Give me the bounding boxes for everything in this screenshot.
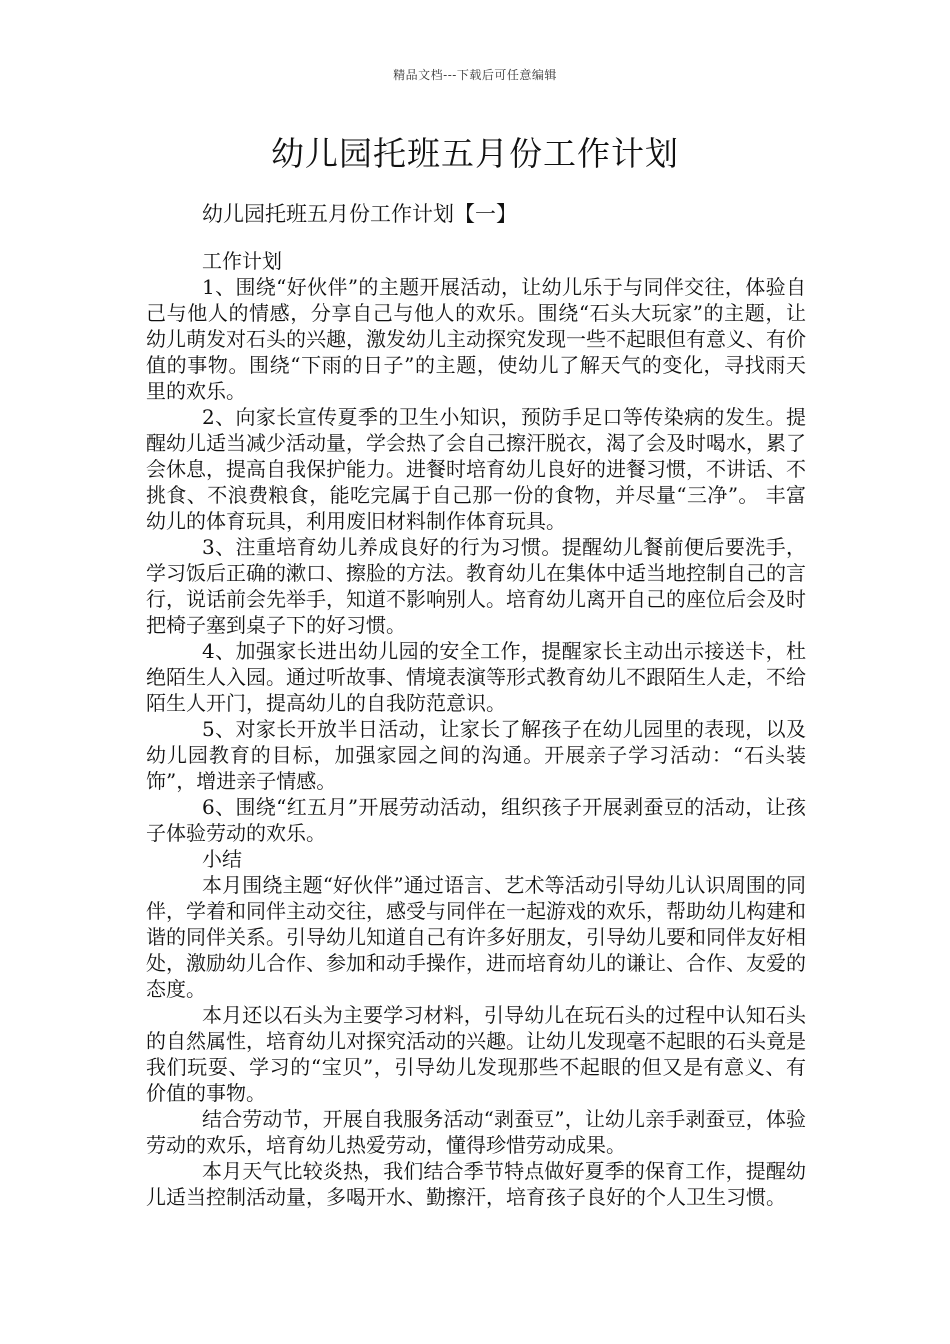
document-title: 幼儿园托班五月份工作计划 (271, 134, 679, 173)
paragraph-item-5: 5、对家长开放半日活动，让家长了解孩子在幼儿园里的表现，以及幼儿园教育的目标，加强家园之间的沟通。开展亲子学习活动：“石头装饰”，增进亲子情感。 (146, 717, 806, 793)
paragraph-item-4: 4、加强家长进出幼儿园的安全工作，提醒家长主动出示接送卡，杜绝陌生人入园。通过听故事、情境表演等形式教育幼儿不跟陌生人走，不给陌生人开门，提高幼儿的自我防范意识。 (146, 639, 806, 715)
summary-paragraph-1: 本月围绕主题“好伙伴”通过语言、艺术等活动引导幼儿认识周围的同伴，学着和同伴主动交往，感受与同伴在一起游戏的欢乐，帮助幼儿构建和谐的同伴关系。引导幼儿知道自己有许多好朋友，引导幼儿要和同伴友好相处，激励幼儿合作、参加和动手操作，进而培育幼儿的谦让、合作、友爱的态度。 (146, 873, 806, 1001)
summary-paragraph-4: 本月天气比较炎热，我们结合季节特点做好夏季的保育工作，提醒幼儿适当控制活动量，多喝开水、勤擦汗，培育孩子良好的个人卫生习惯。 (146, 1159, 806, 1209)
paragraph-item-3: 3、注重培育幼儿养成良好的行为习惯。提醒幼儿餐前便后要洗手，学习饭后正确的漱口、擦脸的方法。教育幼儿在集体中适当地控制自己的言行，说话前会先举手，知道不影响别人。培育幼儿离开自己的座位后会及时把椅子塞到桌子下的好习惯。 (146, 535, 806, 637)
section-label-summary: 小结 (202, 847, 242, 871)
paragraph-item-1: 1、围绕“好伙伴”的主题开展活动，让幼儿乐于与同伴交往，体验自己与他人的情感，分享自己与他人的欢乐。围绕“石头大玩家”的主题，让幼儿萌发对石头的兴趣，激发幼儿主动探究发现一些不起眼但有意义、有价值的事物。围绕“下雨的日子”的主题，使幼儿了解天气的变化，寻找雨天里的欢乐。 (146, 275, 806, 403)
paragraph-item-2: 2、向家长宣传夏季的卫生小知识，预防手足口等传染病的发生。提醒幼儿适当减少活动量，学会热了会自己擦汗脱衣，渴了会及时喝水，累了会休息，提高自我保护能力。进餐时培育幼儿良好的进餐习惯，不讲话、不挑食、不浪费粮食，能吃完属于自己那一份的食物，并尽量“三净”。 丰富幼儿的体育玩具，利用废旧材料制作体育玩具。 (146, 405, 806, 533)
paragraph-item-6: 6、围绕“红五月”开展劳动活动，组织孩子开展剥蚕豆的活动，让孩子体验劳动的欢乐。 (146, 795, 806, 845)
document-subtitle: 幼儿园托班五月份工作计划【一】 (202, 202, 517, 226)
document-body (146, 248, 806, 1210)
header-note: 精品文档---下载后可任意编辑 (393, 68, 557, 82)
section-label-work-plan: 工作计划 (202, 249, 282, 273)
summary-paragraph-2: 本月还以石头为主要学习材料，引导幼儿在玩石头的过程中认知石头的自然属性，培育幼儿对探究活动的兴趣。让幼儿发现毫不起眼的石头竟是我们玩耍、学习的“宝贝”，引导幼儿发现那些不起眼的但又是有意义、有价值的事物。 (146, 1003, 806, 1105)
summary-paragraph-3: 结合劳动节，开展自我服务活动“剥蚕豆”，让幼儿亲手剥蚕豆，体验劳动的欢乐，培育幼儿热爱劳动，懂得珍惜劳动成果。 (146, 1107, 806, 1157)
